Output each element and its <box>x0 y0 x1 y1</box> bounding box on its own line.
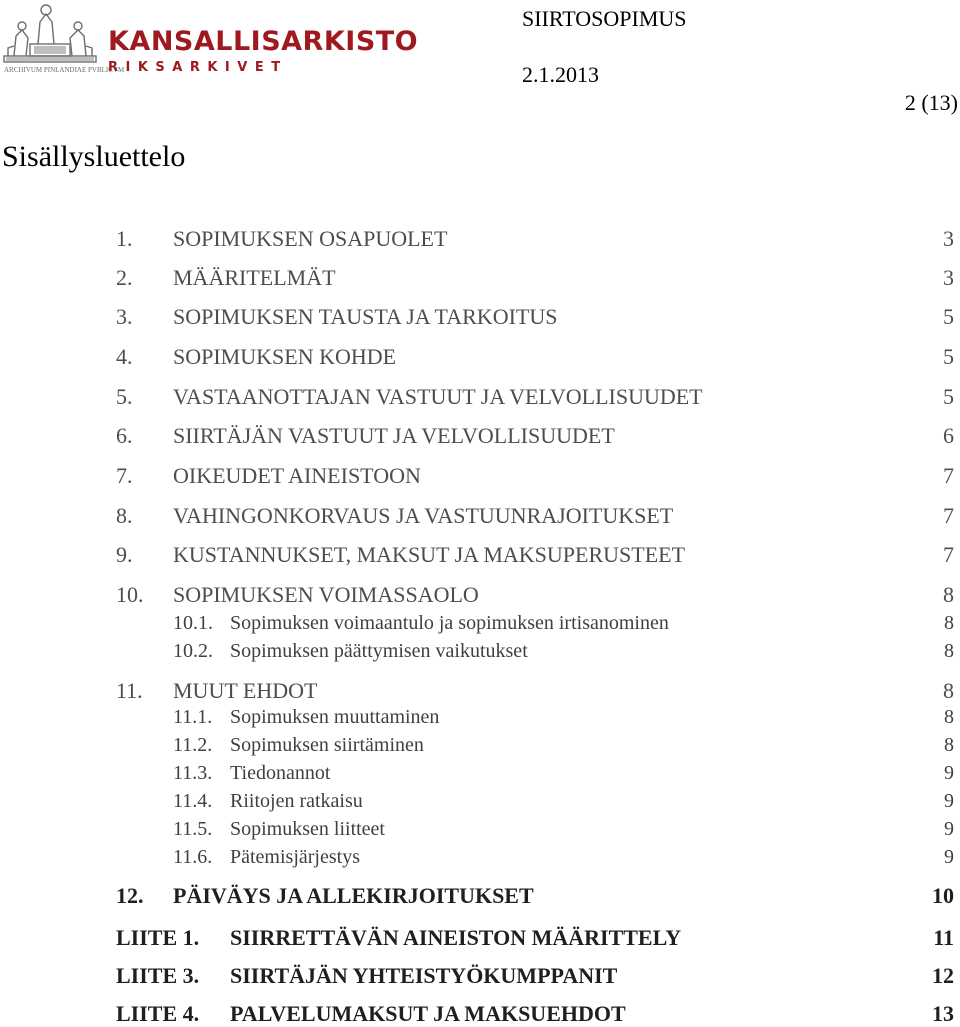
toc-page: 13 <box>932 1001 954 1026</box>
toc-text: KUSTANNUKSET, MAKSUT JA MAKSUPERUSTEET <box>173 542 686 567</box>
toc-entry[interactable] <box>0 542 960 568</box>
toc-text: Tiedonannot <box>230 762 331 784</box>
toc-text: PÄIVÄYS JA ALLEKIRJOITUKSET <box>173 883 534 908</box>
logo-motto: ARCHIVUM PINLANDIAE PVBLICVM <box>4 66 125 74</box>
toc-entry[interactable] <box>0 265 960 291</box>
toc-page: 8 <box>944 706 954 728</box>
toc-entry[interactable] <box>0 384 960 410</box>
toc-number: 10.2. <box>173 640 213 662</box>
toc-text: MÄÄRITELMÄT <box>173 265 336 290</box>
toc-entry[interactable] <box>0 503 960 529</box>
toc-entry[interactable] <box>0 463 960 489</box>
toc-subentry[interactable] <box>0 762 960 788</box>
toc-text: SOPIMUKSEN OSAPUOLET <box>173 226 448 251</box>
toc-text: Sopimuksen päättymisen vaikutukset <box>230 640 528 662</box>
toc-subentry[interactable] <box>0 612 960 638</box>
toc-appendix-entry[interactable] <box>0 925 960 951</box>
toc-text: Sopimuksen liitteet <box>230 818 385 840</box>
toc-text: SOPIMUKSEN VOIMASSAOLO <box>173 582 479 607</box>
toc-subentry[interactable] <box>0 640 960 666</box>
toc-page: 9 <box>944 846 954 868</box>
kansallisarkisto-logo <box>0 0 419 78</box>
toc-number: 11.2. <box>173 734 213 756</box>
toc-page: 8 <box>943 678 954 703</box>
toc-number: 11.3. <box>173 762 213 784</box>
logo-sub: RIKSARKIVET <box>108 60 288 75</box>
toc-page: 9 <box>944 818 954 840</box>
toc-subentry[interactable] <box>0 818 960 844</box>
toc-number: 8. <box>116 503 133 528</box>
toc-number: 11.6. <box>173 846 213 868</box>
toc-number: 11.5. <box>173 818 213 840</box>
document-title: SIIRTOSOPIMUS <box>522 6 687 31</box>
toc-entry[interactable] <box>0 883 960 909</box>
toc-page: 5 <box>943 344 954 369</box>
toc-text: Riitojen ratkaisu <box>230 790 363 812</box>
toc-entry[interactable] <box>0 423 960 449</box>
toc-page: 7 <box>943 503 954 528</box>
toc-number: 5. <box>116 384 133 409</box>
toc-number: 3. <box>116 304 133 329</box>
toc-text: Sopimuksen siirtäminen <box>230 734 424 756</box>
toc-page: 8 <box>944 734 954 756</box>
toc-page: 10 <box>932 883 954 908</box>
archive-seal-icon <box>0 0 419 78</box>
toc-page: 3 <box>943 265 954 290</box>
toc-entry[interactable] <box>0 344 960 370</box>
toc-text: VASTAANOTTAJAN VASTUUT JA VELVOLLISUUDET <box>173 384 703 409</box>
toc-number: 7. <box>116 463 133 488</box>
toc-page: 8 <box>944 612 954 634</box>
toc-number: 9. <box>116 542 133 567</box>
toc-text: Sopimuksen voimaantulo ja sopimuksen irtisanominen <box>230 612 669 634</box>
toc-text: Sopimuksen muuttaminen <box>230 706 440 728</box>
toc-subentry[interactable] <box>0 706 960 732</box>
toc-page: 11 <box>933 925 954 950</box>
toc-text: OIKEUDET AINEISTOON <box>173 463 421 488</box>
toc-text: SOPIMUKSEN KOHDE <box>173 344 397 369</box>
toc-number: LIITE 1. <box>116 925 200 950</box>
toc-page: 5 <box>943 304 954 329</box>
document-date: 2.1.2013 <box>522 62 599 87</box>
toc-page: 7 <box>943 542 954 567</box>
toc-page: 5 <box>943 384 954 409</box>
toc-page: 9 <box>944 762 954 784</box>
toc-subentry[interactable] <box>0 846 960 872</box>
toc-number: 1. <box>116 226 133 251</box>
toc-text: MUUT EHDOT <box>173 678 318 703</box>
toc-number: 11. <box>116 678 143 703</box>
toc-number: 10.1. <box>173 612 213 634</box>
toc-text: PALVELUMAKSUT JA MAKSUEHDOT <box>230 1001 626 1026</box>
toc-number: 11.1. <box>173 706 213 728</box>
toc-number: 11.4. <box>173 790 213 812</box>
logo-name: KANSALLISARKISTO <box>108 26 419 57</box>
toc-entry[interactable] <box>0 582 960 608</box>
toc-number: 2. <box>116 265 133 290</box>
toc-page: 9 <box>944 790 954 812</box>
toc-subentry[interactable] <box>0 734 960 760</box>
toc-text: SIIRTÄJÄN YHTEISTYÖKUMPPANIT <box>230 963 618 988</box>
toc-entry[interactable] <box>0 678 960 704</box>
toc-page: 8 <box>943 582 954 607</box>
toc-page: 7 <box>943 463 954 488</box>
toc-text: SOPIMUKSEN TAUSTA JA TARKOITUS <box>173 304 558 329</box>
toc-number: LIITE 4. <box>116 1001 200 1026</box>
toc-text: SIIRRETTÄVÄN AINEISTON MÄÄRITTELY <box>230 925 682 950</box>
toc-number: 12. <box>116 883 144 908</box>
toc-page: 3 <box>943 226 954 251</box>
toc-number: 4. <box>116 344 133 369</box>
toc-entry[interactable] <box>0 226 960 252</box>
toc-appendix-entry[interactable] <box>0 1001 960 1027</box>
toc-page: 12 <box>932 963 954 988</box>
toc-text: Pätemisjärjestys <box>230 846 360 868</box>
page-number: 2 (13) <box>904 90 958 115</box>
toc-number: LIITE 3. <box>116 963 200 988</box>
toc-page: 8 <box>944 640 954 662</box>
toc-subentry[interactable] <box>0 790 960 816</box>
toc-text: VAHINGONKORVAUS JA VASTUUNRAJOITUKSET <box>173 503 674 528</box>
toc-number: 10. <box>116 582 144 607</box>
toc-number: 6. <box>116 423 133 448</box>
toc-appendix-entry[interactable] <box>0 963 960 989</box>
toc-page: 6 <box>943 423 954 448</box>
toc-heading: Sisällysluettelo <box>2 140 186 173</box>
toc-entry[interactable] <box>0 304 960 330</box>
toc-text: SIIRTÄJÄN VASTUUT JA VELVOLLISUUDET <box>173 423 615 448</box>
